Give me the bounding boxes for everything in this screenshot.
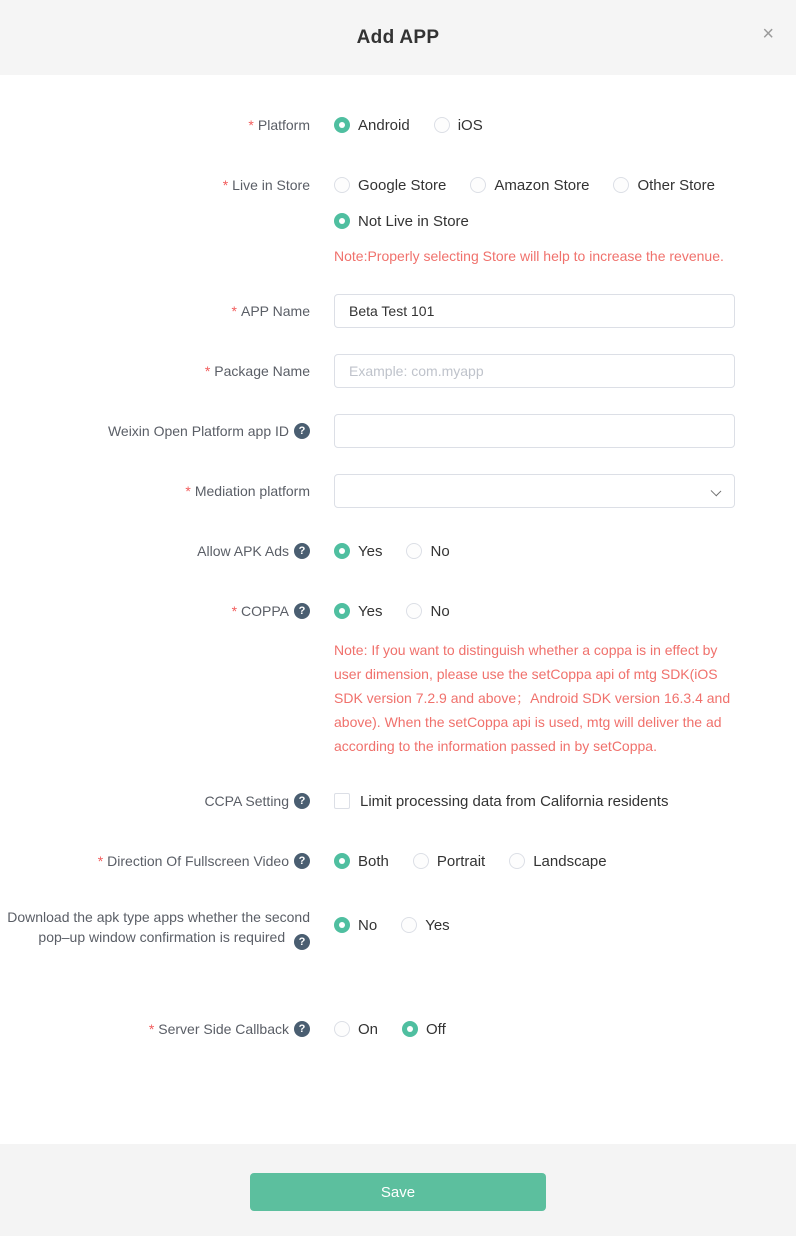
ccpa-label-text: CCPA Setting: [204, 793, 289, 809]
help-icon[interactable]: ?: [294, 853, 310, 869]
radio-unselected-icon: [413, 853, 429, 869]
radio-callback-on[interactable]: [334, 1012, 378, 1046]
form-row-server-callback: [0, 1012, 796, 1046]
store-note: Note:Properly selecting Store will help to increase the revenue.: [334, 248, 724, 264]
platform-label-text: Platform: [257, 117, 310, 133]
required-asterisk: *: [222, 177, 229, 193]
radio-android-label: Android: [358, 116, 410, 134]
allow-apk-ads-label-text: Allow APK Ads: [197, 543, 289, 559]
radio-not-live-in-store[interactable]: [334, 204, 469, 238]
ccpa-checkbox[interactable]: [334, 784, 668, 818]
download-apk-options: [334, 904, 735, 938]
coppa-note: Note: If you want to distinguish whether a coppa is in effect by user dimension, please use the setCoppa api of mtg SDK(iOS SDK version 7.2.9 and above；Android SDK version 16.3.4 and above). When the setCoppa api is used, mtg will deliver the ad according to the information passed in by setCoppa.: [334, 642, 731, 754]
checkbox-icon: [334, 793, 350, 809]
radio-download-yes[interactable]: [401, 912, 449, 938]
radio-download-no-label: No: [358, 916, 378, 934]
coppa-label-text: COPPA: [241, 603, 289, 619]
allow-apk-ads-label: [0, 534, 310, 568]
live-in-store-label: [0, 168, 310, 202]
radio-google-store[interactable]: [334, 168, 446, 202]
live-in-store-options: [334, 168, 735, 268]
form-row-download-apk: [0, 904, 796, 950]
mediation-platform-select[interactable]: [334, 474, 735, 508]
radio-selected-icon: [334, 603, 350, 619]
app-name-label: [0, 294, 310, 328]
weixin-app-id-control: [334, 414, 735, 448]
form-row-direction: [0, 844, 796, 878]
weixin-app-id-label: [0, 414, 310, 448]
weixin-app-id-input[interactable]: [334, 414, 735, 448]
dialog-footer: [0, 1144, 796, 1236]
form-row-package-name: [0, 354, 796, 388]
help-icon[interactable]: ?: [294, 603, 310, 619]
app-name-label-text: APP Name: [241, 303, 310, 319]
radio-download-no[interactable]: [334, 912, 377, 938]
help-icon[interactable]: ?: [294, 543, 310, 559]
radio-android[interactable]: [334, 108, 410, 142]
download-apk-label-text: Download the apk type apps whether the second pop–up window confirmation is required: [7, 909, 310, 945]
help-icon[interactable]: ?: [294, 1021, 310, 1037]
help-icon[interactable]: ?: [294, 423, 310, 439]
radio-unselected-icon: [613, 177, 629, 193]
radio-unselected-icon: [334, 177, 350, 193]
radio-amazon-store[interactable]: [470, 168, 589, 202]
app-name-control: [334, 294, 735, 328]
package-name-control: [334, 354, 735, 388]
form-row-weixin-app-id: [0, 414, 796, 448]
required-asterisk: *: [148, 1021, 155, 1037]
coppa-options: [334, 594, 735, 758]
server-callback-label: [0, 1012, 310, 1046]
radio-direction-portrait[interactable]: [413, 844, 485, 878]
mediation-platform-label: [0, 474, 310, 508]
direction-label-text: Direction Of Fullscreen Video: [107, 853, 289, 869]
dialog-title: Add APP: [356, 26, 440, 48]
required-asterisk: *: [97, 853, 104, 869]
dialog-header: [0, 0, 796, 75]
form-row-mediation-platform: [0, 474, 796, 508]
radio-direction-landscape-label: Landscape: [533, 852, 607, 870]
radio-unselected-icon: [406, 603, 422, 619]
allow-apk-ads-options: [334, 534, 735, 568]
form-row-ccpa: [0, 784, 796, 818]
radio-coppa-yes-label: Yes: [358, 602, 383, 620]
required-asterisk: *: [231, 603, 238, 619]
app-name-input[interactable]: [334, 294, 735, 328]
platform-options: [334, 108, 735, 142]
radio-download-yes-label: Yes: [425, 916, 450, 934]
store-options-line-2: [334, 204, 735, 238]
radio-direction-portrait-label: Portrait: [436, 852, 486, 870]
mediation-platform-control: [334, 474, 735, 508]
required-asterisk: *: [248, 117, 254, 133]
form-row-coppa: [0, 594, 796, 758]
help-icon[interactable]: ?: [294, 793, 310, 809]
server-callback-label-text: Server Side Callback: [158, 1021, 289, 1037]
radio-other-store[interactable]: [613, 168, 715, 202]
radio-apk-ads-no[interactable]: [406, 534, 449, 568]
download-apk-label: [0, 904, 310, 950]
radio-selected-icon: [334, 117, 350, 133]
weixin-app-id-label-text: Weixin Open Platform app ID: [107, 423, 289, 439]
radio-amazon-store-label: Amazon Store: [494, 176, 590, 194]
required-asterisk: *: [185, 483, 191, 499]
live-in-store-label-text: Live in Store: [232, 177, 310, 193]
radio-unselected-icon: [434, 117, 450, 133]
radio-unselected-icon: [401, 917, 417, 933]
radio-apk-ads-yes-label: Yes: [358, 542, 383, 560]
package-name-label-text: Package Name: [214, 363, 310, 379]
radio-coppa-no-label: No: [430, 602, 450, 620]
radio-ios-label: iOS: [457, 116, 483, 134]
coppa-label: [0, 594, 310, 628]
radio-coppa-yes[interactable]: [334, 594, 382, 628]
close-icon[interactable]: ×: [762, 23, 774, 45]
radio-direction-landscape[interactable]: [509, 844, 606, 878]
form-row-allow-apk-ads: [0, 534, 796, 568]
ccpa-checkbox-label: Limit processing data from California residents: [360, 792, 669, 810]
radio-ios[interactable]: [434, 108, 483, 142]
form-row-live-in-store: [0, 168, 796, 268]
radio-callback-off-label: Off: [426, 1020, 446, 1038]
form-row-app-name: [0, 294, 796, 328]
radio-selected-icon: [402, 1021, 418, 1037]
radio-selected-icon: [334, 853, 350, 869]
radio-direction-both-label: Both: [358, 852, 389, 870]
radio-callback-off[interactable]: [402, 1012, 446, 1046]
coppa-options-line: [334, 594, 735, 628]
radio-apk-ads-no-label: No: [430, 542, 450, 560]
radio-direction-both[interactable]: [334, 844, 389, 878]
help-icon[interactable]: ?: [294, 934, 310, 950]
chevron-down-icon: [711, 486, 722, 497]
server-callback-options: [334, 1012, 735, 1046]
platform-label: [0, 108, 310, 142]
direction-options: [334, 844, 735, 878]
mediation-platform-label-text: Mediation platform: [194, 483, 310, 499]
radio-unselected-icon: [509, 853, 525, 869]
required-asterisk: *: [204, 363, 211, 379]
form-row-platform: [0, 108, 796, 142]
radio-not-live-in-store-label: Not Live in Store: [358, 212, 469, 230]
radio-unselected-icon: [406, 543, 422, 559]
radio-callback-on-label: On: [358, 1020, 379, 1038]
radio-apk-ads-yes[interactable]: [334, 534, 382, 568]
package-name-input[interactable]: [334, 354, 735, 388]
radio-unselected-icon: [470, 177, 486, 193]
package-name-label: [0, 354, 310, 388]
dialog-body: [0, 75, 796, 1144]
ccpa-control: [334, 784, 735, 818]
radio-google-store-label: Google Store: [358, 176, 447, 194]
radio-unselected-icon: [334, 1021, 350, 1037]
radio-selected-icon: [334, 917, 350, 933]
ccpa-label: [0, 784, 310, 818]
direction-label: [0, 844, 310, 878]
store-options-line-1: [334, 168, 735, 202]
save-button[interactable]: Save: [250, 1173, 546, 1211]
radio-selected-icon: [334, 543, 350, 559]
required-asterisk: *: [231, 303, 237, 319]
radio-selected-icon: [334, 213, 350, 229]
radio-coppa-no[interactable]: [406, 594, 449, 628]
radio-other-store-label: Other Store: [637, 176, 715, 194]
